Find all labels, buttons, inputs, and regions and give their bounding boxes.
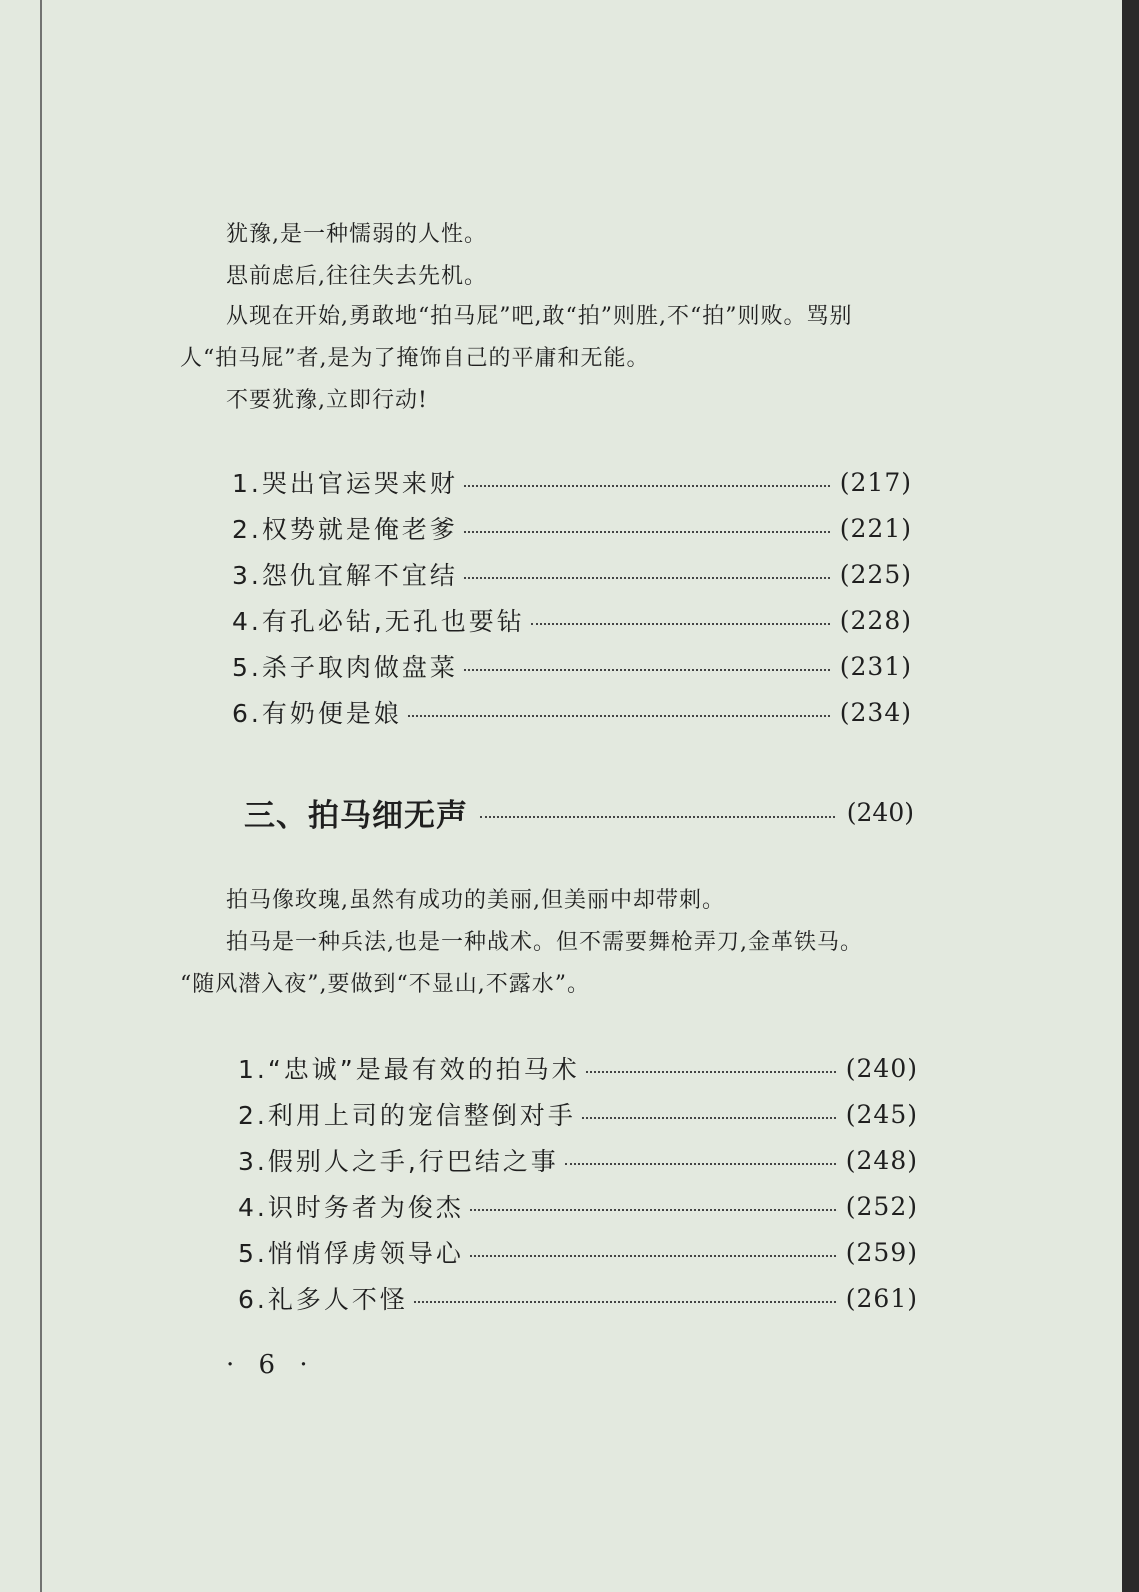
toc-entry-title: 2.权势就是俺老爹 [232,515,458,544]
dot-leader [582,1117,836,1119]
dot-leader [470,1255,836,1257]
toc-entry-page: (261) [845,1283,918,1313]
section-line-1: 拍马像玫瑰,虽然有成功的美丽,但美丽中却带刺。 [226,888,725,913]
intro-line-3: 从现在开始,勇敢地“拍马屁”吧,敢“拍”则胜,不“拍”则败。骂别 [226,304,853,329]
section-page: (240) [846,797,914,827]
toc-entry-page: (259) [845,1237,918,1267]
toc-entry[interactable] [238,1050,918,1086]
toc-entry-title: 6.有奶便是娘 [232,699,402,728]
toc-entry[interactable] [232,602,912,638]
toc-entry-page: (217) [839,467,912,497]
dot-leader [470,1209,836,1211]
section-heading[interactable] [244,792,914,832]
dot-leader [464,485,830,487]
section-line-2: 拍马是一种兵法,也是一种战术。但不需要舞枪弄刀,金革铁马。 [226,930,863,955]
toc-entry[interactable] [232,694,912,730]
dot-leader [531,623,830,625]
toc-entry[interactable] [232,510,912,546]
toc-entry[interactable] [232,648,912,684]
intro-line-5: 不要犹豫,立即行动! [226,388,428,413]
toc-entry-page: (245) [845,1099,918,1129]
intro-line-1: 犹豫,是一种懦弱的人性。 [226,222,487,247]
toc-entry-title: 6.礼多人不怪 [238,1285,408,1314]
toc-entry[interactable] [238,1188,918,1224]
toc-entry-title: 5.悄悄俘虏领导心 [238,1239,464,1268]
section-title: 三、拍马细无声 [244,797,468,834]
toc-entry[interactable] [232,556,912,592]
intro-line-2: 思前虑后,往往失去先机。 [226,264,487,289]
toc-entry-page: (228) [839,605,912,635]
toc-entry-title: 4.有孔必钻,无孔也要钻 [232,607,525,636]
page-edge-shadow [1122,0,1139,1592]
section-line-3: “随风潜入夜”,要做到“不显山,不露水”。 [180,972,590,997]
toc-entry[interactable] [238,1142,918,1178]
toc-entry-title: 3.假别人之手,行巴结之事 [238,1147,559,1176]
dot-leader [565,1163,836,1165]
dot-leader [464,669,830,671]
dot-leader [480,816,835,818]
toc-entry-page: (252) [845,1191,918,1221]
toc-entry-title: 1.哭出官运哭来财 [232,469,458,498]
toc-entry[interactable] [238,1280,918,1316]
dot-leader [464,531,830,533]
dot-leader [464,577,830,579]
margin-line [40,0,42,1592]
toc-entry[interactable] [232,464,912,500]
toc-entry-title: 3.怨仇宜解不宜结 [232,561,458,590]
page-number: · 6 · [226,1350,316,1380]
dot-leader [414,1301,836,1303]
toc-entry[interactable] [238,1234,918,1270]
toc-entry-page: (231) [839,651,912,681]
toc-entry-page: (248) [845,1145,918,1175]
toc-entry-title: 2.利用上司的宠信整倒对手 [238,1101,576,1130]
toc-entry-page: (240) [845,1053,918,1083]
dot-leader [408,715,830,717]
toc-entry-title: 1.“忠诚”是最有效的拍马术 [238,1055,580,1084]
dot-leader [586,1071,836,1073]
toc-entry-page: (221) [839,513,912,543]
toc-entry[interactable] [238,1096,918,1132]
toc-entry-page: (234) [839,697,912,727]
toc-entry-title: 5.杀子取肉做盘菜 [232,653,458,682]
toc-entry-title: 4.识时务者为俊杰 [238,1193,464,1222]
toc-entry-page: (225) [839,559,912,589]
intro-line-4: 人“拍马屁”者,是为了掩饰自己的平庸和无能。 [180,346,650,371]
